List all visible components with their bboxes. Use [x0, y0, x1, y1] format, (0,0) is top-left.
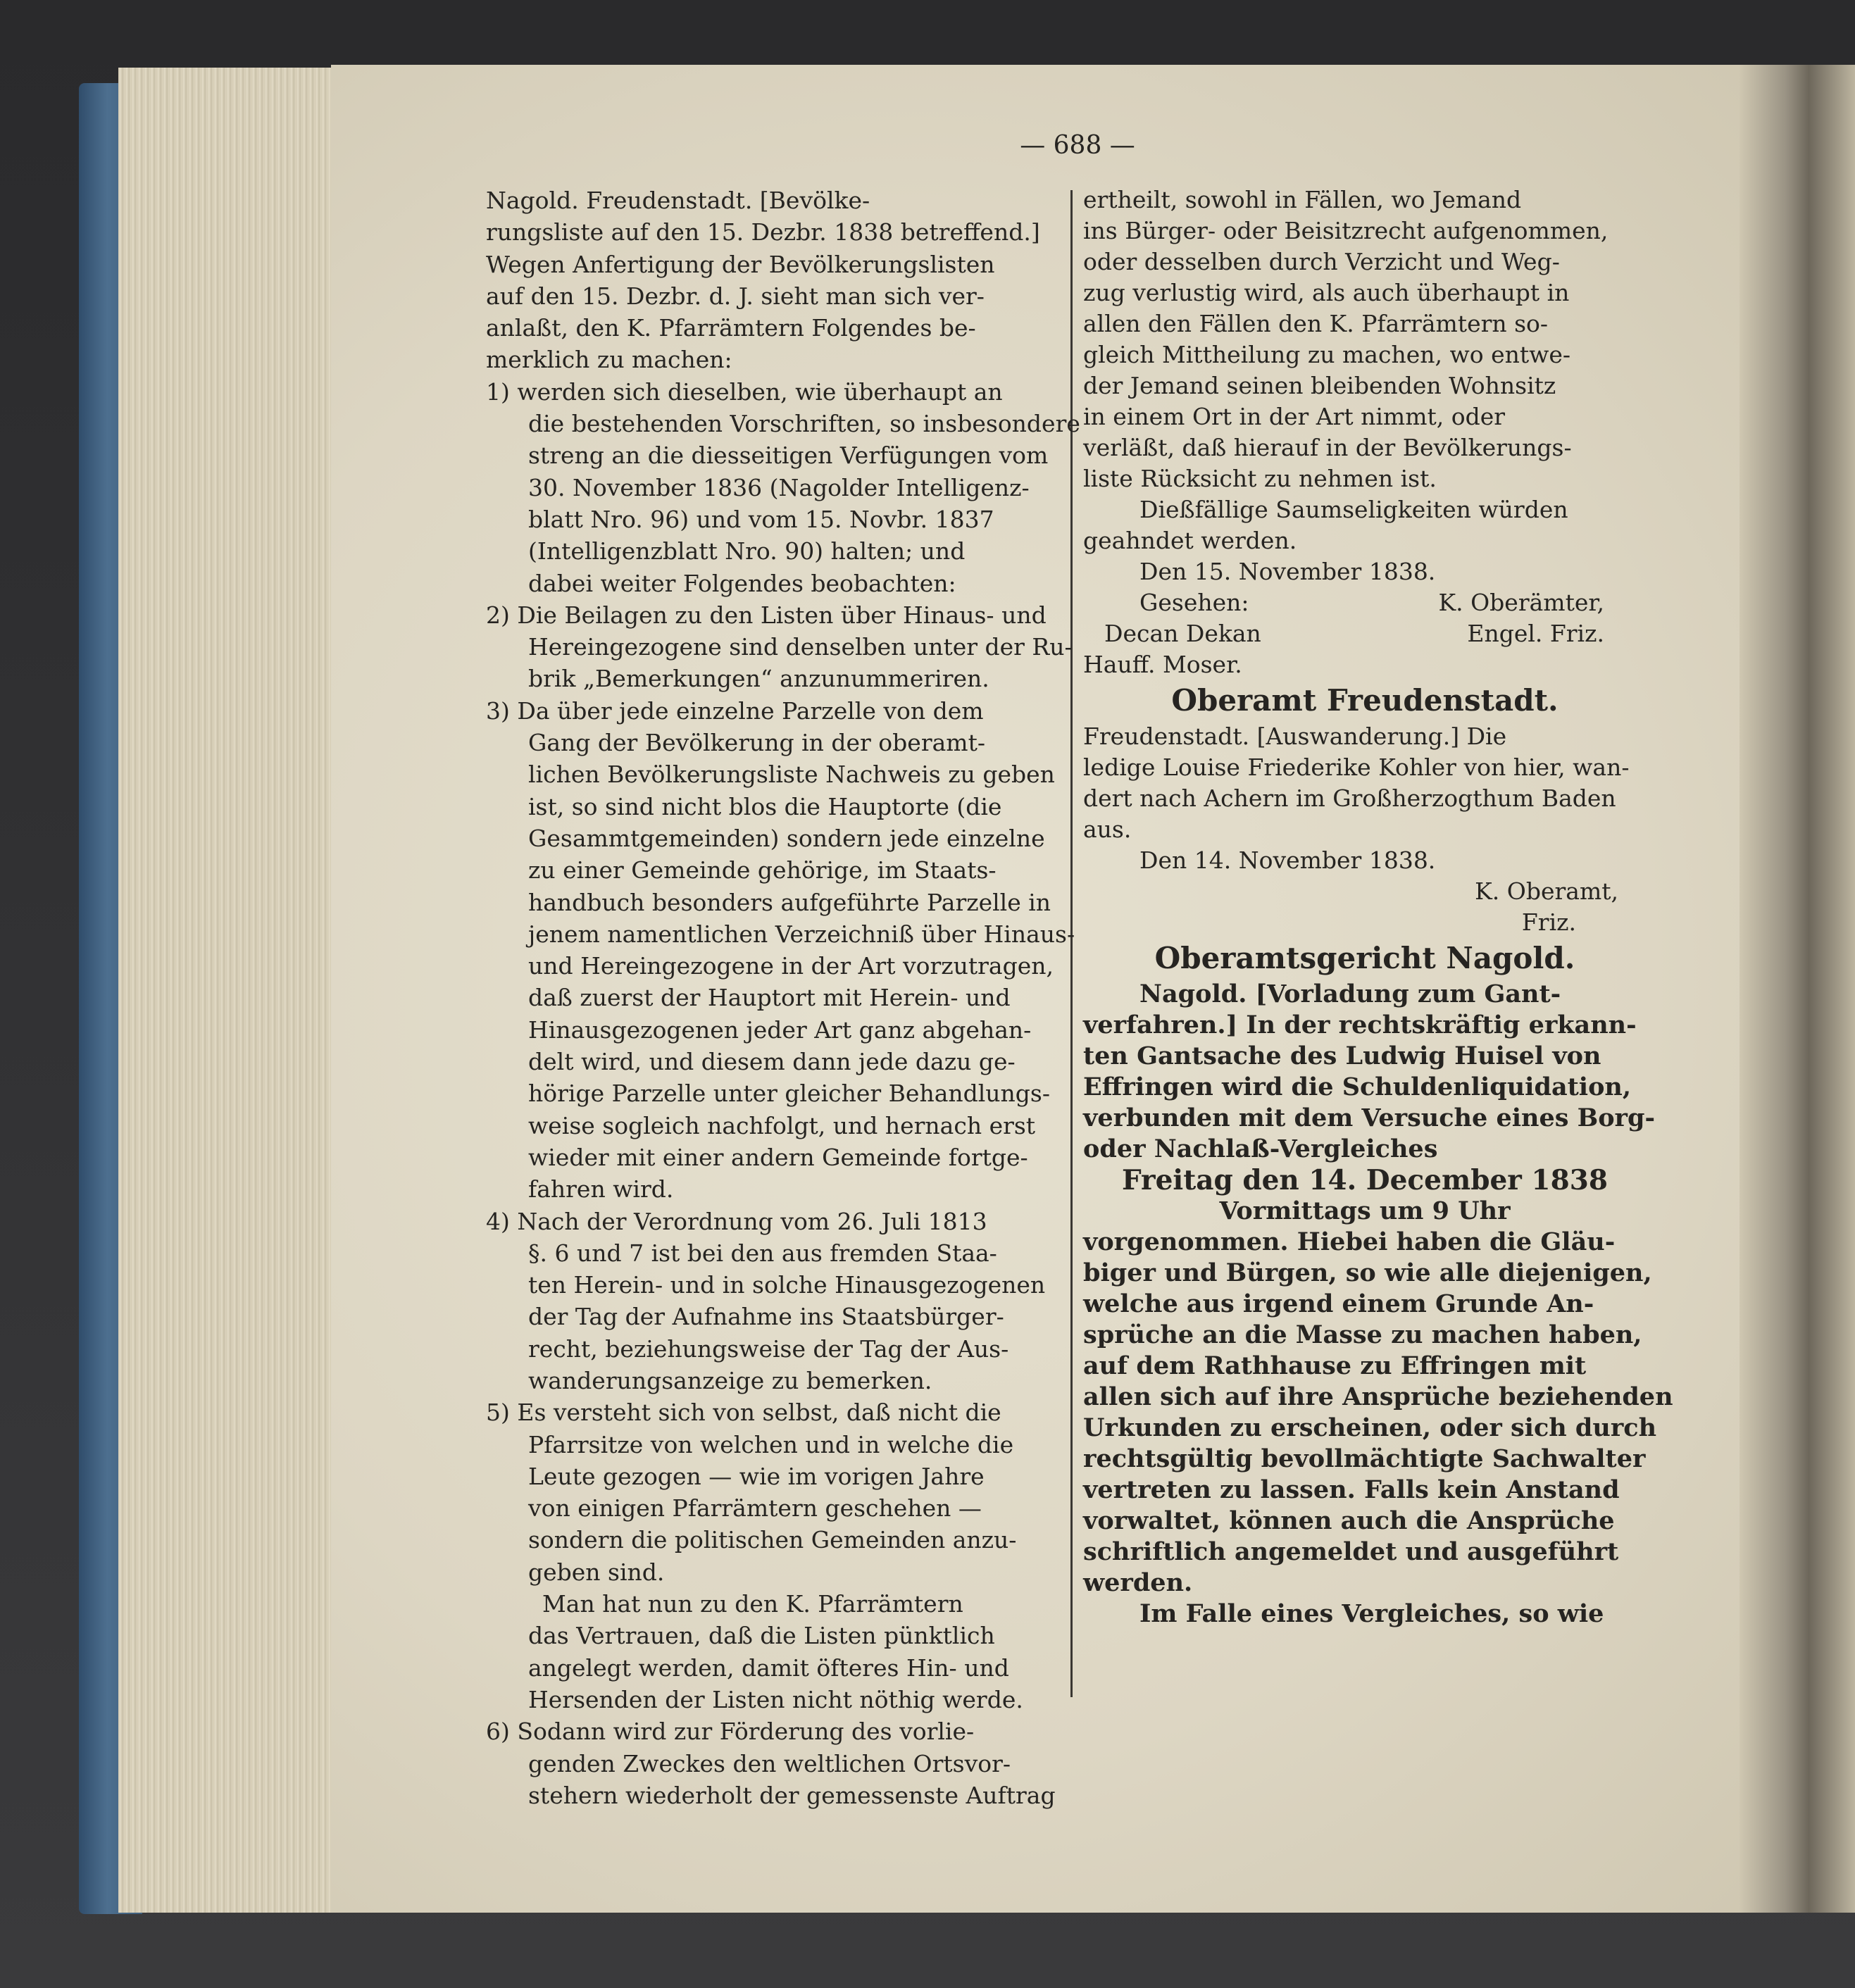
- text-line: wanderungsanzeige zu bemerken.: [528, 1366, 932, 1394]
- text-line: zug verlustig wird, als auch überhaupt in: [1083, 279, 1570, 306]
- text-line: anlaßt, den K. Pfarrämtern Folgendes be-: [486, 314, 976, 342]
- signature-line: Hauff. Moser.: [1083, 651, 1242, 678]
- seen-label: Gesehen:: [1139, 589, 1249, 616]
- text-line: geben sind.: [528, 1558, 665, 1586]
- text-line: hörige Parzelle unter gleicher Behandlungs-: [528, 1080, 1051, 1108]
- text-line: ledige Louise Friederike Kohler von hier, wan-: [1083, 754, 1630, 781]
- text-line: ertheilt, sowohl in Fällen, wo Jemand: [1083, 186, 1522, 213]
- text-line: 30. November 1836 (Nagolder Intelligenz-: [528, 473, 1030, 501]
- time-line: Vormittags um 9 Uhr: [1219, 1196, 1511, 1225]
- text-line: Wegen Anfertigung der Bevölkerungslisten: [486, 250, 995, 278]
- text-line: verfahren.] In der rechtskräftig erkann-: [1083, 1011, 1637, 1039]
- text-line: §. 6 und 7 ist bei den aus fremden Staa-: [528, 1239, 997, 1267]
- text-line: und Hereingezogene in der Art vorzutragen,: [528, 952, 1054, 980]
- date-line: Freitag den 14. December 1838: [1122, 1164, 1608, 1196]
- text-line: Hinausgezogenen jeder Art ganz abgehan-: [528, 1015, 1032, 1044]
- text-line: die bestehenden Vorschriften, so insbesondere: [528, 410, 1080, 438]
- text-line: Effringen wird die Schuldenliquidation,: [1083, 1073, 1632, 1101]
- decan-label: Decan Dekan: [1104, 620, 1261, 647]
- book-gutter: [1740, 65, 1855, 1913]
- text-line: allen den Fällen den K. Pfarrämtern so-: [1083, 310, 1549, 337]
- text-line: von einigen Pfarrämtern geschehen —: [528, 1494, 982, 1523]
- text-line: liste Rücksicht zu nehmen ist.: [1083, 465, 1437, 492]
- signature-line: Friz.: [1521, 908, 1576, 936]
- text-line: welche aus irgend einem Grunde An-: [1083, 1289, 1594, 1318]
- text-line: wieder mit einer andern Gemeinde fortge-: [528, 1143, 1028, 1171]
- text-line: allen sich auf ihre Ansprüche beziehenden: [1083, 1382, 1673, 1411]
- text-line: Nagold. Freudenstadt. [Bevölke-: [486, 187, 870, 214]
- text-line: ten Herein- und in solche Hinausgezogenen: [528, 1271, 1046, 1299]
- text-line: verläßt, daß hierauf in der Bevölkerungs-: [1083, 434, 1572, 461]
- text-line: merklich zu machen:: [486, 346, 732, 374]
- text-line: fahren wird.: [528, 1175, 674, 1204]
- signature-line: K. Oberamt,: [1475, 877, 1618, 905]
- text-line: Gesammtgemeinden) sondern jede einzelne: [528, 824, 1045, 852]
- text-line: sondern die politischen Gemeinden anzu-: [528, 1526, 1017, 1554]
- text-line: Hereingezogene sind denselben unter der Ru-: [528, 633, 1073, 661]
- text-line: schriftlich angemeldet und ausgeführt: [1083, 1537, 1619, 1566]
- text-line: oder Nachlaß-Vergleiches: [1083, 1134, 1438, 1163]
- text-line: recht, beziehungsweise der Tag der Aus-: [528, 1334, 1009, 1363]
- text-line: stehern wiederholt der gemessenste Auftrag: [528, 1781, 1056, 1809]
- text-line: 2) Die Beilagen zu den Listen über Hinaus- und: [486, 601, 1047, 629]
- text-line: (Intelligenzblatt Nro. 90) halten; und: [528, 537, 966, 565]
- text-line: handbuch besonders aufgeführte Parzelle in: [528, 888, 1051, 916]
- section-heading: Oberamt Freudenstadt.: [1171, 683, 1559, 718]
- text-line: ten Gantsache des Ludwig Huisel von: [1083, 1042, 1601, 1070]
- date-line: Den 14. November 1838.: [1139, 846, 1436, 874]
- text-line: sprüche an die Masse zu machen haben,: [1083, 1320, 1642, 1349]
- text-line: genden Zweckes den weltlichen Ortsvor-: [528, 1749, 1011, 1777]
- text-line: geahndet werden.: [1083, 527, 1297, 554]
- text-line: streng an die diesseitigen Verfügungen vom: [528, 442, 1049, 470]
- text-line: der Tag der Aufnahme ins Staatsbürger-: [528, 1303, 1004, 1331]
- text-line: 4) Nach der Verordnung vom 26. Juli 1813: [486, 1207, 987, 1235]
- text-line: Urkunden zu erscheinen, oder sich durch: [1083, 1413, 1657, 1442]
- text-line: delt wird, und diesem dann jede dazu ge-: [528, 1048, 1016, 1076]
- engel-label: Engel. Friz.: [1467, 620, 1604, 647]
- text-line: ist, so sind nicht blos die Hauptorte (die: [528, 792, 1002, 820]
- text-line: oder desselben durch Verzicht und Weg-: [1083, 248, 1560, 275]
- text-line: jenem namentlichen Verzeichniß über Hinaus-: [528, 920, 1075, 948]
- text-line: 6) Sodann wird zur Förderung des vorlie-: [486, 1718, 975, 1746]
- signature-row: [1083, 587, 1647, 618]
- text-line: 3) Da über jede einzelne Parzelle von dem: [486, 696, 984, 725]
- text-line: 5) Es versteht sich von selbst, daß nicht die: [486, 1399, 1001, 1427]
- oberamter-label: K. Oberämter,: [1438, 589, 1604, 616]
- text-line: Leute gezogen — wie im vorigen Jahre: [528, 1462, 985, 1490]
- text-line: Man hat nun zu den K. Pfarrämtern: [542, 1590, 963, 1618]
- text-line: Pfarrsitze von welchen und in welche die: [528, 1430, 1014, 1458]
- text-line: auf dem Rathhause zu Effringen mit: [1083, 1351, 1587, 1380]
- text-line: blatt Nro. 96) und vom 15. Novbr. 1837: [528, 505, 994, 533]
- section-heading: Oberamtsgericht Nagold.: [1154, 941, 1575, 975]
- text-line: dert nach Achern im Großherzogthum Baden: [1083, 784, 1616, 812]
- right-column: [1083, 185, 1673, 1630]
- text-line: rungsliste auf den 15. Dezbr. 1838 betreffend.]: [486, 218, 1040, 246]
- text-line: 1) werden sich dieselben, wie überhaupt an: [486, 377, 1003, 406]
- text-line: angelegt werden, damit öfteres Hin- und: [528, 1653, 1009, 1682]
- text-line: werden.: [1083, 1568, 1193, 1597]
- text-line: vertreten zu lassen. Falls kein Anstand: [1083, 1475, 1620, 1504]
- date-line: Den 15. November 1838.: [1139, 558, 1436, 585]
- text-line: brik „Bemerkungen“ anzunummeriren.: [528, 665, 989, 693]
- text-line: daß zuerst der Hauptort mit Herein- und: [528, 984, 1011, 1012]
- text-line: dabei weiter Folgendes beobachten:: [528, 569, 956, 597]
- page-number-header: — 688 —: [1020, 131, 1135, 160]
- text-line: Im Falle eines Vergleiches, so wie: [1139, 1599, 1604, 1628]
- text-line: lichen Bevölkerungsliste Nachweis zu geben: [528, 761, 1055, 789]
- text-line: aus.: [1083, 815, 1132, 843]
- text-line: Hersenden der Listen nicht nöthig werde.: [528, 1685, 1023, 1713]
- text-line: biger und Bürgen, so wie alle diejenigen,: [1083, 1258, 1652, 1287]
- text-line: rechtsgültig bevollmächtigte Sachwalter: [1083, 1444, 1646, 1473]
- text-line: verbunden mit dem Versuche eines Borg-: [1083, 1104, 1655, 1132]
- text-line: Gang der Bevölkerung in der oberamt-: [528, 729, 985, 757]
- text-line: Nagold. [Vorladung zum Gant-: [1139, 980, 1561, 1008]
- text-line: Dießfällige Saumseligkeiten würden: [1139, 496, 1568, 523]
- text-line: der Jemand seinen bleibenden Wohnsitz: [1083, 372, 1556, 399]
- text-line: auf den 15. Dezbr. d. J. sieht man sich ver-: [486, 282, 985, 310]
- text-line: zu einer Gemeinde gehörige, im Staats-: [528, 856, 997, 884]
- text-line: gleich Mittheilung zu machen, wo entwe-: [1083, 341, 1571, 368]
- text-line: in einem Ort in der Art nimmt, oder: [1083, 403, 1506, 430]
- text-line: vorwaltet, können auch die Ansprüche: [1083, 1506, 1615, 1535]
- text-line: vorgenommen. Hiebei haben die Gläu-: [1083, 1227, 1616, 1256]
- text-line: Freudenstadt. [Auswanderung.] Die: [1083, 723, 1507, 750]
- text-line: ins Bürger- oder Beisitzrecht aufgenommen,: [1083, 217, 1609, 244]
- signature-row: [1083, 618, 1647, 649]
- page-stack-edges: [118, 68, 351, 1913]
- text-line: weise sogleich nachfolgt, und hernach erst: [528, 1111, 1036, 1139]
- text-line: das Vertrauen, daß die Listen pünktlich: [528, 1622, 995, 1650]
- left-column: [486, 185, 1080, 1811]
